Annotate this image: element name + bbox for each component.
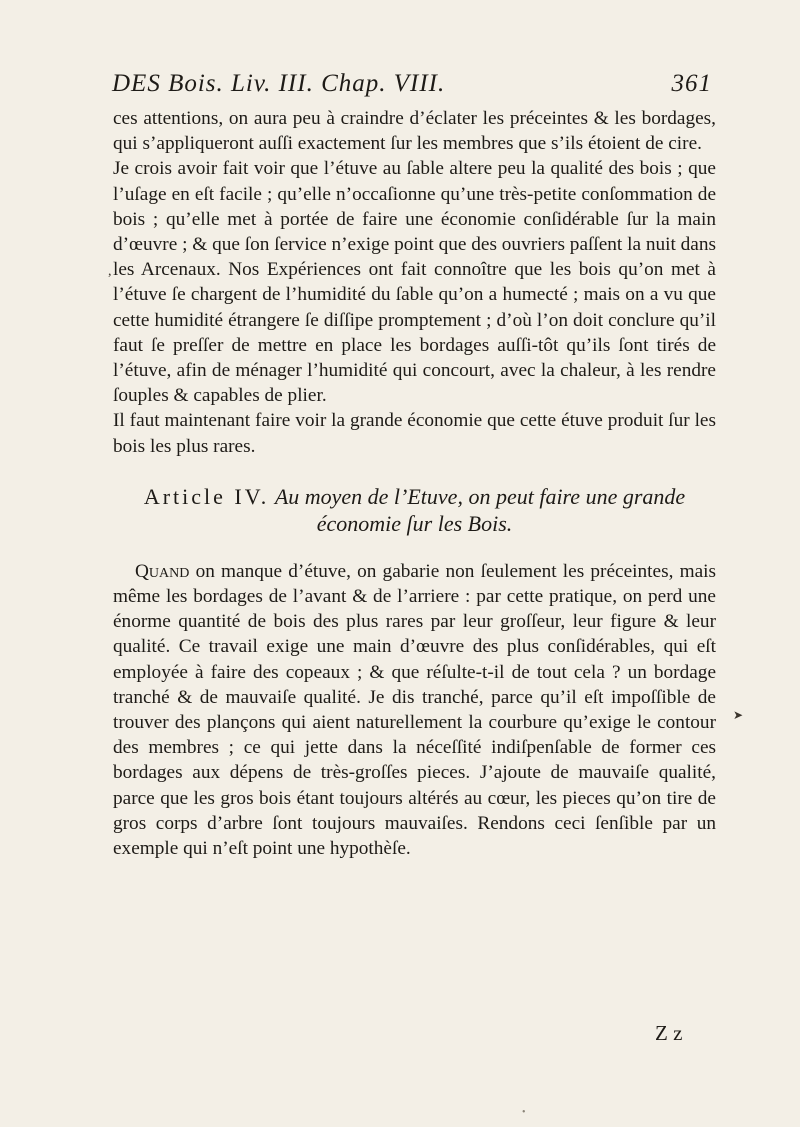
article-title: Au moyen de l’Etuve, on peut faire une grande économie ſur les Bois. <box>274 483 686 536</box>
article-label: Article IV. <box>143 483 270 509</box>
main-text <box>113 106 716 861</box>
margin-mark-comma: , <box>108 264 112 279</box>
margin-mark-arrow: ➤ <box>733 708 744 722</box>
page-number: 361 <box>671 70 712 97</box>
paragraph-3: Il faut maintenant faire voir la grande économie que cette étuve produit ſur les bois les plus rares. <box>113 410 716 457</box>
paragraph-4-text: on manque d’étuve, on gabarie non ſeulement les préceintes, mais même les bordages de l’avant & de l’arriere : par cette pratique, on perd une énorme quantité de bois des plus rares par leur groſſeur, leur figure & leur qualité. Ce travail exige une main d’œuvre des plus conſidérables, qui eſt employée à faire des copeaux ; & que réſulte-t-il de tout cela ? un bordage tranché & de mauvaiſe qualité. Je dis tranché, parce qu’il eſt impoſſible de trouver des plançons qui aient naturellement la courbure qu’exige le contour des membres ; ce qui jette dans la néceſſité indiſpenſable de former ces bordages aux dépens de très-groſſes pieces. J’ajoute de mauvaiſe qualité, parce que les gros bois étant toujours altérés au cœur, les pieces qu’on tire de gros corps d’arbre ſont toujours mauvaiſes. Rendons ceci ſenſible par un exemple qui n’eſt point une hypothèſe. <box>113 560 716 860</box>
paragraph-1: ces attentions, on aura peu à craindre d’éclater les préceintes & les bordages, qui s’appliqueront auſſi exactement ſur les membres que s’ils étoient de cire. <box>113 108 716 155</box>
margin-mark-dot: • <box>522 1107 526 1118</box>
running-head-title: DES Bois. Liv. III. Chap. VIII. <box>112 70 446 97</box>
paragraph-2: Je crois avoir fait voir que l’étuve au ſable altere peu la qualité des bois ; que l’uſage en eſt facile ; qu’elle n’occaſionne qu’une très-petite conſommation de bois ; qu’elle met à portée de faire une économie conſidérable ſur la main d’œuvre ; & que ſon ſervice n’exige point que des ouvriers paſſent la nuit dans les Arcenaux. Nos Expériences ont fait connoître que les bois qu’on met à l’étuve ſe chargent de l’humidité du ſable qu’on a humecté ; mais on a vu que cette humidité étrangere ſe diſſipe promptement ; d’où l’on doit conclure qu’il faut ſe preſſer de mettre en place les bordages auſſi-tôt qu’ils ſont tirés de l’étuve, afin de ménager l’humidité qui concourt, avec la chaleur, à les rendre ſouples & capables de plier. <box>113 158 716 407</box>
article-heading <box>113 483 716 537</box>
paragraph-4 <box>113 559 716 861</box>
catchword: Z z <box>655 1021 683 1045</box>
running-head <box>112 70 712 104</box>
paragraph-4-lead: Quand <box>135 560 190 582</box>
